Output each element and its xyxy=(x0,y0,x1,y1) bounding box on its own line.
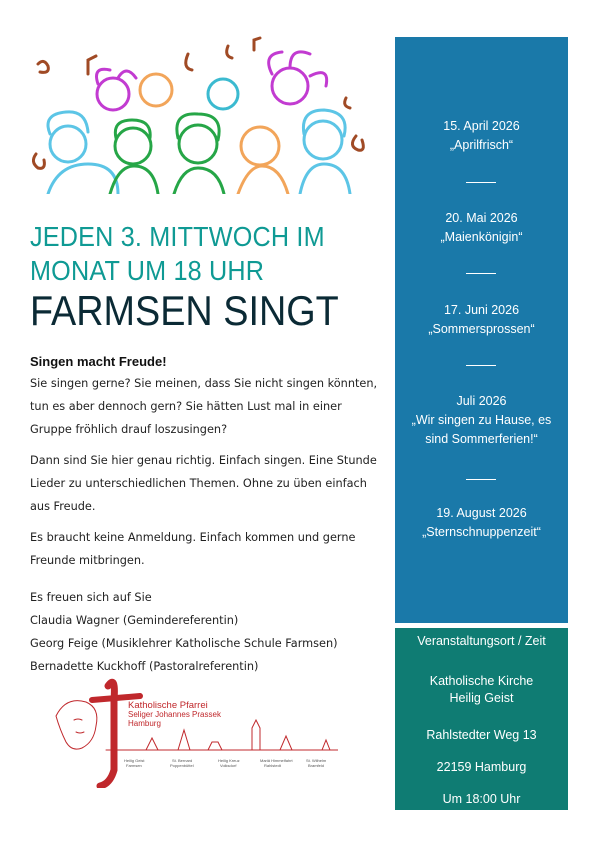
venue-time: Um 18:00 Uhr xyxy=(442,792,521,806)
intro-paragraph-1: Sie singen gerne? Sie meinen, dass Sie nicht singen könnten, tun es aber dennoch gern? Sie hätten Lust mal in einer Gruppe fröhlich drauf loszusingen? xyxy=(30,377,378,436)
logo-district-label: Volksdorf xyxy=(220,763,237,768)
intro-heading: Singen macht Freude! xyxy=(30,354,167,369)
venue-church-line-2: Heilig Geist xyxy=(449,691,514,705)
hosts-intro: Es freuen sich auf Sie xyxy=(30,591,152,604)
schedule-headline-line1: JEDEN 3. MITTWOCH IM xyxy=(30,221,325,252)
event-date: 15. April 2026 xyxy=(443,119,520,133)
event-item xyxy=(395,504,568,542)
event-divider xyxy=(466,182,496,183)
event-item xyxy=(395,209,568,247)
hosts-block xyxy=(30,586,380,678)
host-name: Claudia Wagner (Gemindereferentin) xyxy=(30,614,239,627)
host-name: Georg Feige (Musiklehrer Katholische Schule Farmsen) xyxy=(30,637,338,650)
page-title: FARMSEN SINGT xyxy=(30,287,339,334)
logo-district-label: Farmsen xyxy=(126,763,142,768)
event-title: „Maienkönigin“ xyxy=(440,230,523,244)
intro-paragraph-3: Es braucht keine Anmeldung. Einfach kommen und gerne Freunde mitbringen. xyxy=(30,531,356,567)
event-title: „Sommersprossen“ xyxy=(428,322,535,336)
schedule-headline-line2: MONAT UM 18 UHR xyxy=(30,255,265,286)
event-item xyxy=(395,392,568,449)
schedule-headline xyxy=(30,220,354,288)
logo-church-label: St. Wilhelm xyxy=(306,758,327,763)
venue-panel xyxy=(395,628,568,810)
singing-people-illustration xyxy=(28,34,374,194)
event-date: 20. Mai 2026 xyxy=(445,211,518,225)
intro-paragraph-2: Dann sind Sie hier genau richtig. Einfach singen. Eine Stunde Lieder zu unterschiedlichen Themen. Ohne zu üben einfach aus Freude. xyxy=(30,454,377,513)
logo-line-1: Katholische Pfarrei xyxy=(128,700,208,711)
venue-heading: Veranstaltungsort / Zeit xyxy=(417,634,546,648)
logo-district-label: Rahlstedt xyxy=(264,763,281,768)
logo-district-label: Bramfeld xyxy=(308,763,325,768)
logo-line-2: Seliger Johannes Prassek xyxy=(128,710,221,719)
parish-logo xyxy=(46,676,338,788)
event-divider xyxy=(466,479,496,480)
logo-district-label: Poppenbüttel xyxy=(170,763,194,768)
logo-church-label: Mariä Himmelfahrt xyxy=(260,758,293,763)
event-divider xyxy=(466,273,496,274)
parish-logo-text xyxy=(128,701,221,728)
event-date: 17. Juni 2026 xyxy=(443,303,520,317)
logo-church-label: Heilig Geist xyxy=(124,758,145,763)
event-item xyxy=(395,301,568,339)
event-date: Juli 2026 xyxy=(456,394,507,408)
event-dates-panel xyxy=(395,37,568,623)
venue-street: Rahlstedter Weg 13 xyxy=(426,728,537,742)
event-date: 19. August 2026 xyxy=(436,506,527,520)
event-title: „Aprilfrisch“ xyxy=(449,138,514,152)
logo-church-label: Heilig Kreuz xyxy=(218,758,240,763)
logo-church-label: St. Bernard xyxy=(172,758,193,763)
event-item xyxy=(395,117,568,155)
venue-city: 22159 Hamburg xyxy=(436,760,527,774)
event-title: „Sternschnuppenzeit“ xyxy=(422,525,541,539)
logo-line-3: Hamburg xyxy=(128,719,161,728)
event-title: „Wir singen zu Hause, es sind Sommerferien!“ xyxy=(411,413,552,446)
event-divider xyxy=(466,365,496,366)
host-name: Bernadette Kuckhoff (Pastoralreferentin) xyxy=(30,660,259,673)
venue-church-line-1: Katholische Kirche xyxy=(429,674,534,688)
